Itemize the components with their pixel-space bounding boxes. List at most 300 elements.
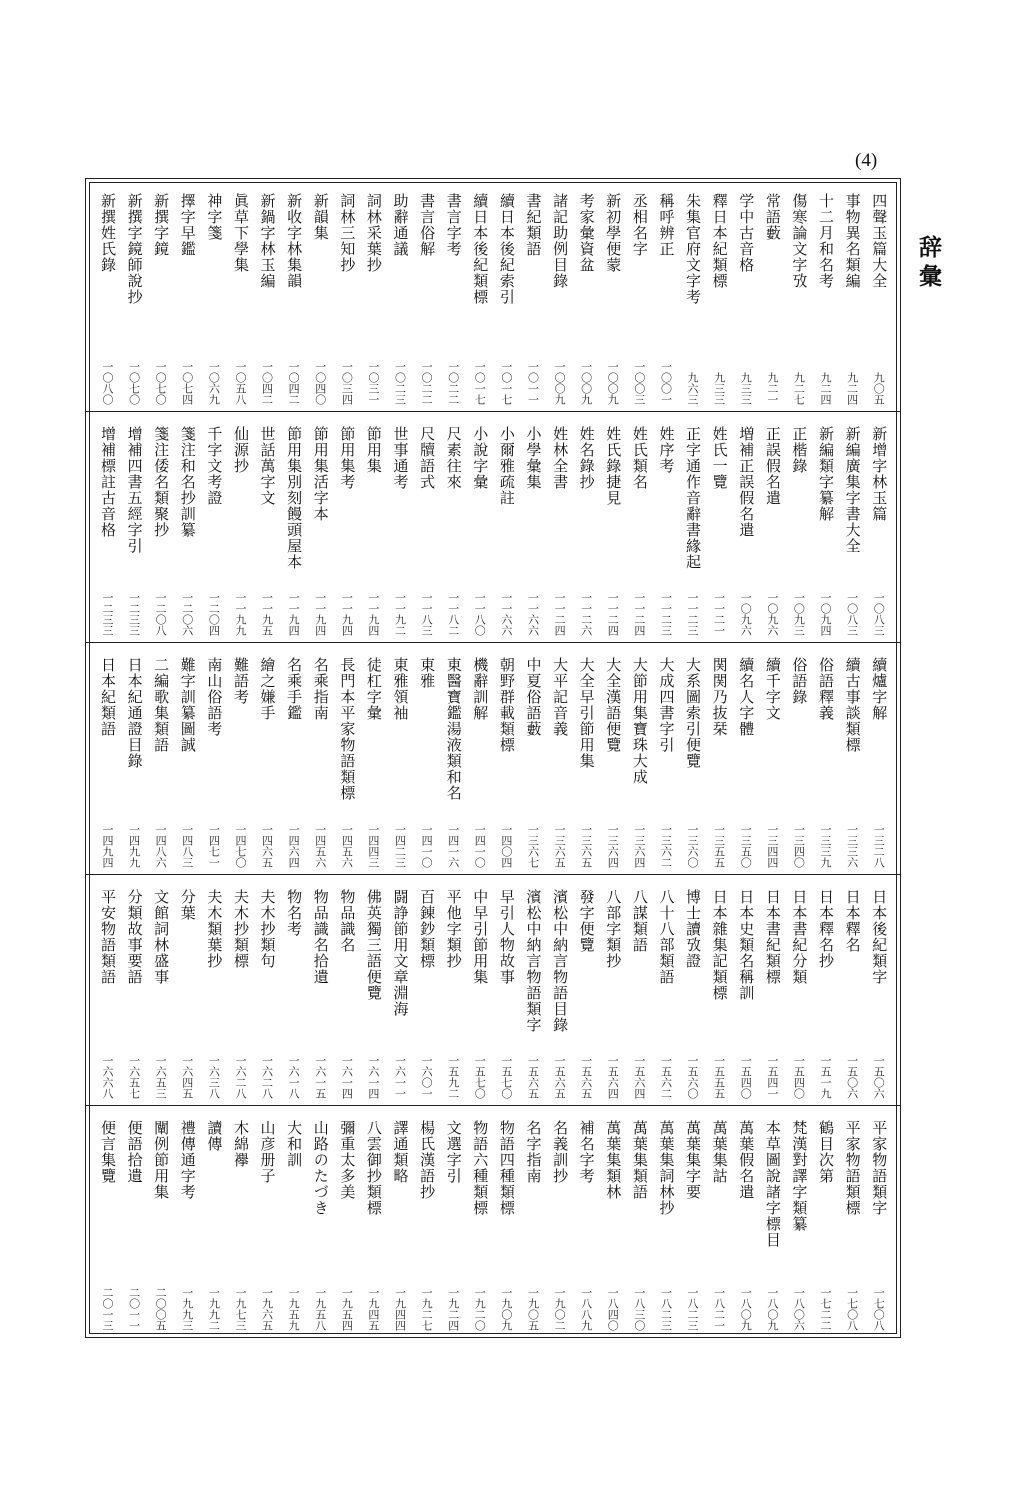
index-entry — [865, 1120, 892, 1331]
index-entry — [653, 426, 680, 637]
entry-title: 詞林三知抄 — [338, 193, 357, 273]
entry-page-number: 一六一五 — [313, 1055, 327, 1100]
index-entry — [679, 889, 706, 1100]
index-entry — [573, 426, 600, 637]
entry-page-number: 一四八六 — [154, 823, 168, 868]
index-entry — [467, 657, 494, 868]
index-entry — [334, 1120, 361, 1331]
entry-page-number: 一四六五 — [260, 823, 274, 868]
entry-title: 日本雜集記類標 — [710, 888, 729, 1001]
entry-page-number: 一一九五 — [260, 592, 274, 637]
index-entry — [573, 193, 600, 405]
entry-title: 物品識名拾遺 — [311, 888, 330, 985]
index-entry — [520, 426, 547, 637]
entry-page-number: 一四五六 — [313, 823, 327, 868]
entry-page-number: 一五五五 — [712, 1055, 726, 1100]
entry-page-number: 一三六七 — [526, 823, 540, 868]
entry-page-number: 一九六五 — [260, 1286, 274, 1331]
index-entry — [334, 889, 361, 1100]
entry-title: 文館詞林盛事 — [152, 888, 171, 985]
index-entry — [546, 889, 573, 1100]
index-entry — [280, 889, 307, 1100]
entry-page-number: 一八〇九 — [739, 1286, 753, 1331]
entry-page-number: 一四七一 — [207, 823, 221, 868]
index-entry — [573, 889, 600, 1100]
entry-title: 大全漢語便覽 — [604, 657, 623, 754]
entry-title: 萬葉集類語 — [630, 1120, 649, 1201]
index-entry — [520, 657, 547, 868]
index-entry — [121, 657, 148, 868]
entry-title: 八謀類語 — [630, 888, 649, 953]
entry-title: 箋注倭名類聚抄 — [152, 425, 171, 538]
entry-page-number: 一〇四二 — [260, 360, 274, 405]
index-entry — [121, 1120, 148, 1331]
entry-title: 日本紀通證目錄 — [125, 657, 144, 770]
index-entry — [227, 426, 254, 637]
entry-title: 関関乃抜栞 — [710, 657, 729, 738]
entry-page-number: 一四四三 — [366, 823, 380, 868]
index-entry — [413, 889, 440, 1100]
page-number: (4) — [855, 150, 878, 171]
entry-title: 繪之嫌手 — [258, 657, 277, 722]
entry-page-number: 一〇七四 — [180, 360, 194, 405]
entry-page-number: 一八二三 — [686, 1286, 700, 1331]
entry-page-number: 一六六八 — [100, 1055, 114, 1100]
index-entry — [493, 657, 520, 868]
index-entry — [280, 1120, 307, 1331]
entry-page-number: 一七〇八 — [845, 1286, 859, 1331]
entry-page-number: 一六〇一 — [420, 1055, 434, 1100]
entry-title: 大和訓 — [285, 1120, 304, 1169]
entry-page-number: 一九四四 — [393, 1286, 407, 1331]
entry-page-number: 一一八二 — [446, 592, 460, 637]
entry-page-number: 一〇六九 — [207, 360, 221, 405]
entry-title: 新鍋字林玉編 — [258, 193, 277, 289]
entry-page-number: 一五六五 — [579, 1055, 593, 1100]
entry-title: 鶴目次第 — [817, 1120, 836, 1185]
index-table — [85, 178, 901, 1338]
index-entry — [413, 193, 440, 405]
index-entry — [307, 657, 334, 868]
index-tier — [86, 411, 900, 643]
entry-page-number: 一六一四 — [366, 1055, 380, 1100]
entry-page-number: 一〇四〇 — [313, 360, 327, 405]
index-entry — [201, 1120, 228, 1331]
index-entry — [493, 426, 520, 637]
entry-page-number: 一八二一 — [712, 1286, 726, 1331]
entry-title: 日本釋名 — [843, 888, 862, 953]
entry-page-number: 一三六〇 — [686, 823, 700, 868]
entry-title: 萬葉集詁 — [710, 1120, 729, 1185]
entry-title: 眞草下學集 — [231, 193, 250, 273]
index-entry — [227, 657, 254, 868]
index-entry — [121, 889, 148, 1100]
entry-page-number: 一九〇九 — [499, 1286, 513, 1331]
entry-title: 分類故事要語 — [125, 888, 144, 985]
entry-title: 平他字類抄 — [444, 888, 463, 969]
entry-page-number: 一七二二 — [819, 1286, 833, 1331]
entry-title: 世話萬字文 — [258, 425, 277, 506]
index-entry — [387, 1120, 414, 1331]
index-entry — [839, 193, 866, 405]
entry-title: 神字箋 — [205, 193, 224, 241]
entry-page-number: 一五七〇 — [499, 1055, 513, 1100]
entry-title: 節用集活字本 — [311, 425, 330, 522]
index-entry — [227, 1120, 254, 1331]
index-entry — [546, 657, 573, 868]
index-entry — [520, 889, 547, 1100]
entry-title: 木綿襷 — [231, 1120, 250, 1169]
index-entry — [387, 657, 414, 868]
entry-title: 姓氏錄捷見 — [604, 425, 623, 506]
entry-title: 難字訓纂圖誠 — [178, 657, 197, 754]
entry-page-number: 二〇一三 — [100, 1286, 114, 1331]
entry-title: 新初學便蒙 — [604, 193, 623, 273]
index-entry — [121, 193, 148, 405]
entry-page-number: 一〇四二 — [287, 360, 301, 405]
entry-title: 新韻集 — [311, 193, 330, 241]
entry-page-number: 一一九四 — [287, 592, 301, 637]
entry-title: 讀傳 — [205, 1120, 224, 1153]
index-entry — [546, 193, 573, 405]
entry-page-number: 一一八〇 — [473, 592, 487, 637]
entry-title: 物語四種類標 — [497, 1120, 516, 1217]
index-entry — [812, 193, 839, 405]
entry-page-number: 一一二三 — [686, 592, 700, 637]
entry-page-number: 一〇〇九 — [606, 360, 620, 405]
entry-page-number: 一三四〇 — [792, 823, 806, 868]
entry-title: 朝野群載類標 — [497, 657, 516, 754]
entry-page-number: 一五六五 — [526, 1055, 540, 1100]
index-entry — [360, 426, 387, 637]
entry-page-number: 一一六六 — [526, 592, 540, 637]
entry-title: 萬葉集字要 — [684, 1120, 703, 1201]
entry-title: 節用集 — [364, 425, 383, 474]
index-entry — [626, 657, 653, 868]
entry-page-number: 一三四四 — [765, 823, 779, 868]
entry-title: 平安物語類語 — [98, 888, 117, 985]
index-entry — [653, 193, 680, 405]
entry-page-number: 一九二四 — [446, 1286, 460, 1331]
index-entry — [786, 426, 813, 637]
entry-page-number: 一三六四 — [606, 823, 620, 868]
entry-title: 大平記音義 — [551, 657, 570, 738]
entry-page-number: 一九五八 — [313, 1286, 327, 1331]
entry-page-number: 一六三八 — [207, 1055, 221, 1100]
index-entry — [865, 889, 892, 1100]
entry-title: 續千字文 — [763, 657, 782, 722]
entry-title: 事物異名類編 — [843, 193, 862, 289]
entry-title: 山彦册子 — [258, 1120, 277, 1185]
entry-title: 朱集官府文字考 — [684, 193, 703, 305]
index-entry — [280, 426, 307, 637]
entry-page-number: 二〇〇五 — [154, 1286, 168, 1331]
index-entry — [387, 426, 414, 637]
entry-title: 中早引節用集 — [471, 888, 490, 985]
entry-page-number: 九〇五 — [872, 371, 886, 405]
entry-title: 東雅 — [418, 657, 437, 690]
entry-page-number: 一一九四 — [366, 592, 380, 637]
entry-page-number: 一一二一 — [712, 592, 726, 637]
entry-page-number: 一五九二 — [446, 1055, 460, 1100]
entry-title: 姓林全書 — [551, 425, 570, 490]
entry-page-number: 一八〇六 — [792, 1286, 806, 1331]
index-entry — [732, 1120, 759, 1331]
index-entry — [387, 889, 414, 1100]
index-entry — [147, 889, 174, 1100]
entry-title: 八十八部類語 — [657, 888, 676, 985]
entry-title: 節用集別刻饅頭屋本 — [285, 425, 304, 570]
entry-title: 日本書紀類標 — [763, 888, 782, 985]
entry-page-number: 一二〇八 — [154, 592, 168, 637]
index-entry — [280, 657, 307, 868]
entry-page-number: 一五六二 — [659, 1055, 673, 1100]
entry-page-number: 一八二三 — [659, 1286, 673, 1331]
index-entry — [201, 193, 228, 405]
entry-title: 仙源抄 — [231, 425, 250, 474]
index-entry — [653, 889, 680, 1100]
entry-title: 姓名錄抄 — [577, 425, 596, 490]
entry-title: 新編類字纂解 — [817, 425, 836, 522]
entry-title: 詞林采葉抄 — [364, 193, 383, 273]
index-entry — [360, 1120, 387, 1331]
index-entry — [280, 193, 307, 405]
entry-page-number: 一六四五 — [180, 1055, 194, 1100]
entry-title: 增補四書五經字引 — [125, 425, 144, 554]
entry-page-number: 一〇二二 — [446, 360, 460, 405]
entry-page-number: 一〇一七 — [473, 360, 487, 405]
index-entry — [201, 657, 228, 868]
entry-page-number: 一八〇九 — [765, 1286, 779, 1331]
index-entry — [599, 1120, 626, 1331]
index-entry — [94, 426, 121, 637]
index-entry — [360, 889, 387, 1100]
entry-page-number: 一四七〇 — [233, 823, 247, 868]
entry-title: 八部字類抄 — [604, 888, 623, 969]
index-entry — [307, 889, 334, 1100]
index-entry — [254, 193, 281, 405]
entry-page-number: 一〇七〇 — [154, 360, 168, 405]
entry-page-number: 一九七三 — [233, 1286, 247, 1331]
entry-title: 小爾雅疏註 — [497, 425, 516, 506]
index-entry — [147, 657, 174, 868]
entry-page-number: 一四五六 — [340, 823, 354, 868]
index-entry — [413, 1120, 440, 1331]
entry-title: 増補正誤假名遣 — [737, 425, 756, 538]
entry-page-number: 一一九九 — [233, 592, 247, 637]
index-entry — [254, 426, 281, 637]
entry-title: 日本史類名稱訓 — [737, 888, 756, 1001]
entry-page-number: 一〇〇三 — [632, 360, 646, 405]
entry-title: 佛英獨三語便覽 — [364, 888, 383, 1001]
index-entry — [440, 1120, 467, 1331]
entry-page-number: 一〇八三 — [872, 592, 886, 637]
entry-title: 補名字考 — [577, 1120, 596, 1185]
entry-page-number: 一一二三 — [659, 592, 673, 637]
index-entry — [201, 889, 228, 1100]
index-entry — [599, 426, 626, 637]
index-entry — [174, 426, 201, 637]
index-entry — [653, 1120, 680, 1331]
entry-page-number: 一三五〇 — [739, 823, 753, 868]
entry-title: 南山俗語考 — [205, 657, 224, 738]
entry-page-number: 一九五九 — [287, 1286, 301, 1331]
entry-page-number: 一〇二二 — [420, 360, 434, 405]
index-entry — [679, 657, 706, 868]
entry-page-number: 一〇九四 — [819, 592, 833, 637]
index-entry — [679, 426, 706, 637]
entry-title: 書言字考 — [444, 193, 463, 257]
entry-title: 二編歌集類語 — [152, 657, 171, 754]
index-entry — [839, 1120, 866, 1331]
index-entry — [759, 657, 786, 868]
entry-title: 正楷錄 — [790, 425, 809, 474]
entry-page-number: 一九九三 — [180, 1286, 194, 1331]
entry-page-number: 一三五五 — [712, 823, 726, 868]
entry-title: 百錬鈔類標 — [418, 888, 437, 969]
index-entry — [599, 889, 626, 1100]
index-entry — [493, 1120, 520, 1331]
entry-page-number: 一一六六 — [499, 592, 513, 637]
entry-title: 新撰字鏡 — [152, 193, 171, 257]
entry-title: 中夏俗語藪 — [524, 657, 543, 738]
entry-page-number: 一四一六 — [446, 823, 460, 868]
entry-title: 丞相名字 — [630, 193, 649, 257]
index-entry — [307, 193, 334, 405]
index-entry — [732, 193, 759, 405]
entry-title: 姓序考 — [657, 425, 676, 474]
entry-page-number: 一〇八三 — [845, 592, 859, 637]
entry-page-number: 一四八三 — [180, 823, 194, 868]
index-entry — [440, 889, 467, 1100]
entry-page-number: 一六五三 — [154, 1055, 168, 1100]
entry-title: 正字通作音辭書緣起 — [684, 425, 703, 570]
entry-title: 萬葉假名遣 — [737, 1120, 756, 1201]
entry-page-number: 一八三〇 — [632, 1286, 646, 1331]
index-entry — [839, 889, 866, 1100]
entry-page-number: 一四〇四 — [499, 823, 513, 868]
index-entry — [493, 889, 520, 1100]
entry-page-number: 一三六四 — [632, 823, 646, 868]
index-entry — [254, 657, 281, 868]
entry-title: 續日本後紀索引 — [497, 193, 516, 305]
index-entry — [467, 426, 494, 637]
index-entry — [786, 889, 813, 1100]
entry-page-number: 一四一〇 — [473, 823, 487, 868]
entry-page-number: 一三六二 — [659, 823, 673, 868]
entry-page-number: 一〇一一 — [526, 360, 540, 405]
entry-title: 山路のたづき — [311, 1120, 330, 1217]
entry-page-number: 一五七〇 — [473, 1055, 487, 1100]
entry-page-number: 一一九四 — [340, 592, 354, 637]
index-entry — [812, 426, 839, 637]
entry-page-number: 一四二三 — [393, 823, 407, 868]
entry-page-number: 一〇二三 — [393, 360, 407, 405]
entry-title: 萬葉集類林 — [604, 1120, 623, 1201]
entry-title: 世事通考 — [391, 425, 410, 490]
index-entry — [706, 657, 733, 868]
index-entry — [786, 1120, 813, 1331]
entry-title: 書言俗解 — [418, 193, 437, 257]
entry-page-number: 一五四一 — [765, 1055, 779, 1100]
entry-title: 物品識名 — [338, 888, 357, 953]
entry-page-number: 一五四〇 — [792, 1055, 806, 1100]
entry-title: 夫木抄類句 — [258, 888, 277, 969]
entry-page-number: 一六一一 — [393, 1055, 407, 1100]
index-entry — [626, 426, 653, 637]
index-entry — [759, 193, 786, 405]
entry-title: 姓氏一覽 — [710, 425, 729, 490]
entry-page-number: 一二〇四 — [207, 592, 221, 637]
index-tier — [86, 642, 900, 874]
index-entry — [254, 1120, 281, 1331]
index-entry — [467, 889, 494, 1100]
entry-page-number: 一一二四 — [553, 592, 567, 637]
index-entry — [360, 193, 387, 405]
entry-title: 日本釋名抄 — [817, 888, 836, 969]
index-entry — [147, 193, 174, 405]
entry-page-number: 一〇三四 — [340, 360, 354, 405]
entry-title: 姓氏類名 — [630, 425, 649, 490]
entry-title: 梵漢對譯字類纂 — [790, 1120, 809, 1233]
entry-page-number: 一二〇六 — [180, 592, 194, 637]
index-entry — [546, 1120, 573, 1331]
index-entry — [759, 1120, 786, 1331]
index-entry — [360, 657, 387, 868]
entry-page-number: 一三二八 — [872, 823, 886, 868]
index-entry — [440, 657, 467, 868]
index-entry — [839, 426, 866, 637]
entry-page-number: 一九九二 — [207, 1286, 221, 1331]
entry-title: 濱松中納言物語目錄 — [551, 888, 570, 1033]
index-entry — [520, 1120, 547, 1331]
index-entry — [174, 193, 201, 405]
entry-title: 發字便覽 — [577, 888, 596, 953]
index-entry — [94, 889, 121, 1100]
entry-title: 大系圖索引便覽 — [684, 657, 703, 770]
entry-page-number: 一三六五 — [553, 823, 567, 868]
entry-title: 早引人物故事 — [497, 888, 516, 985]
entry-title: 夫木抄類標 — [231, 888, 250, 969]
entry-title: 機辭訓解 — [471, 657, 490, 722]
entry-title: 新收字林集韻 — [285, 193, 304, 289]
entry-page-number: 一六二八 — [233, 1055, 247, 1100]
entry-page-number: 一八八九 — [579, 1286, 593, 1331]
index-entry — [174, 657, 201, 868]
index-entry — [759, 426, 786, 637]
index-entry — [732, 889, 759, 1100]
entry-title: 禮傳通字考 — [178, 1120, 197, 1201]
entry-title: 十二月和名考 — [817, 193, 836, 289]
entry-page-number: 一一二四 — [632, 592, 646, 637]
entry-title: 物名考 — [285, 888, 304, 937]
entry-title: 大成四書字引 — [657, 657, 676, 754]
index-entry — [201, 426, 228, 637]
index-entry — [174, 889, 201, 1100]
index-entry — [573, 1120, 600, 1331]
index-entry — [467, 1120, 494, 1331]
entry-title: 東雅領袖 — [391, 657, 410, 722]
entry-title: 徒杠字彙 — [364, 657, 383, 722]
entry-page-number: 一五一九 — [819, 1055, 833, 1100]
entry-title: 千字文考證 — [205, 425, 224, 506]
entry-title: 名乘指南 — [311, 657, 330, 722]
entry-page-number: 一五四〇 — [739, 1055, 753, 1100]
entry-page-number: 九二七 — [792, 371, 806, 405]
entry-title: 續古事談類標 — [843, 657, 862, 754]
entry-page-number: 一五六〇 — [686, 1055, 700, 1100]
entry-title: 尺素往來 — [444, 425, 463, 490]
